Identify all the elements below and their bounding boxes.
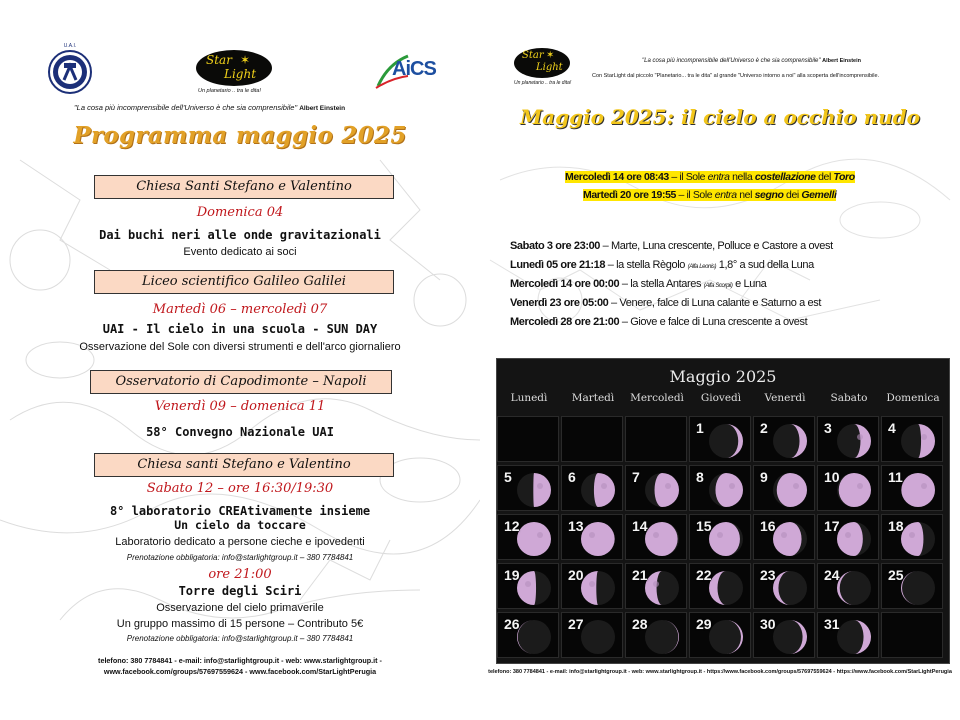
moon-lit-side [837,522,863,556]
calendar-day [881,563,943,609]
highlight-text: entra [714,189,737,201]
moon-crater [909,532,915,538]
calendar-day [497,563,559,609]
calendar-day [561,465,623,511]
moon-lit-side [581,522,615,556]
sky-event-text: – Marte, Luna crescente, Polluce e Castore a ovest [600,240,833,252]
event-title: 58° Convegno Nazionale UAI [146,425,334,439]
calendar-day [817,612,879,658]
sky-event-when: Venerdì 23 ore 05:00 [510,297,609,309]
day-number: 17 [824,518,840,534]
day-number: 14 [632,518,648,534]
sky-event [510,240,833,252]
event-title: Dai buchi neri alle onde gravitazionali [99,228,381,242]
moon-phase-icon [772,423,808,459]
highlight-text: del [815,171,834,183]
calendar-day [817,416,879,462]
day-number: 6 [568,469,576,485]
day-number: 24 [824,567,840,583]
starlight-line2: Light [536,62,563,73]
calendar-empty-cell [497,416,559,462]
calendar-day [817,563,879,609]
event-date: Martedì 06 – mercoledì 07 [152,302,328,317]
day-number: 2 [760,420,768,436]
moon-phase-icon [516,521,552,557]
highlight-text: costellazione [754,171,816,183]
highlight-when: Martedì 20 ore 19:55 [583,189,676,201]
calendar-day [625,465,687,511]
moon-lit-side [715,473,743,507]
moon-crater [653,581,659,587]
calendar-day [753,563,815,609]
event-title: UAI - Il cielo in una scuola - SUN DAY [102,322,378,336]
moon-crater [921,483,927,489]
highlight-text: – il Sole [668,171,708,183]
aics-logo [374,52,446,92]
moon-phase-icon [836,521,872,557]
event-title: 8° laboratorio CREAtivamente insieme [109,504,371,518]
moon-crater [537,532,543,538]
calendar-day [753,465,815,511]
calendar-day [753,514,815,560]
moon-lit-side [517,522,551,556]
moon-lit-side [773,522,802,556]
calendar-day [561,612,623,658]
moon-crater [525,581,531,587]
einstein-quote [642,58,861,64]
day-number: 13 [568,518,584,534]
moon-phase-icon [836,472,872,508]
calendar-day [817,514,879,560]
event-note: Evento dedicato ai soci [183,246,297,258]
calendar-day [625,563,687,609]
calendar-day [689,416,751,462]
moon-phase-icon [836,570,872,606]
moon-crater [857,434,863,440]
day-number: 1 [696,420,704,436]
calendar-title: Maggio 2025 [669,367,777,386]
uai-telescope-icon [50,52,90,92]
moon-crater [857,483,863,489]
moon-phase-icon [900,472,936,508]
moon-lit-side [533,473,551,507]
weekday-header: Domenica [886,392,940,404]
moon-crater [729,483,735,489]
calendar-day [497,514,559,560]
sky-event-when: Lunedì 05 ore 21:18 [510,259,606,271]
moon-phase-icon [772,570,808,606]
calendar-day [689,465,751,511]
moon-phase-icon [772,521,808,557]
starlight-logo [514,48,570,78]
moon-phase-icon [772,472,808,508]
moon-lit-side [594,473,615,507]
venue-box: Chiesa santi Stefano e Valentino [94,453,394,477]
calendar-day [561,563,623,609]
quote-text: "La cosa più incomprensibile dell'Universo è che sia comprensibile" [74,103,298,112]
moon-phase-icon [708,521,744,557]
footer-contacts: telefono: 380 7784841 - e-mail: info@starlightgroup.it - web: www.starlightgroup.it - [98,656,382,665]
moon-lit-side [709,522,740,556]
quote-author: Albert Einstein [299,105,346,112]
booking-info: Prenotazione obbligatoria: info@starlightgroup.it – 380 7784841 [126,634,354,643]
starlight-tagline: Un planetario .. tra le dita! [514,80,572,86]
calendar-day [689,612,751,658]
moon-phase-icon [772,619,808,655]
sky-event-text: – Giove e falce di Luna crescente a ovest [619,316,808,328]
highlight-line [565,171,855,183]
calendar-day [497,612,559,658]
starlight-tagline: Un planetario .. tra le dita! [198,88,261,94]
highlight-when: Mercoledì 14 ore 08:43 [565,171,669,183]
star-icon: ✶ [240,53,251,67]
venue-box: Osservatorio di Capodimonte – Napoli [90,370,392,394]
footer-links: www.facebook.com/groups/57697559624 - www.facebook.com/StarLightPerugia [103,667,377,676]
day-number: 22 [696,567,712,583]
moon-crater [921,434,927,440]
highlight-text: dei [783,189,802,201]
day-number: 12 [504,518,520,534]
intro-text: Con StarLight dal piccolo "Planetario... tra le dita" al grande "Universo intorno a noi" alla scoperta dell'incomprensibile. [592,73,880,79]
sky-event-text: – la stella Règolo [605,259,688,271]
calendar-day [881,465,943,511]
moon-phase-icon [644,472,680,508]
sky-event [510,316,807,328]
event-note: Un gruppo massimo di 15 persone – Contributo 5€ [116,618,364,630]
moon-crater [665,483,671,489]
day-number: 21 [632,567,648,583]
moon-phase-icon [516,570,552,606]
moon-phase-icon [644,570,680,606]
moon-phase-icon [516,619,552,655]
weekday-header: Mercoledì [630,392,684,404]
calendar-day [625,514,687,560]
highlight-text: Gemelli [801,189,837,201]
day-number: 15 [696,518,712,534]
event-note: Osservazione del cielo primaverile [156,602,324,614]
day-number: 23 [760,567,776,583]
calendar-day [817,465,879,511]
moon-crater [589,581,595,587]
highlight-text: Toro [833,171,855,183]
event-note: Osservazione del Sole con diversi strumenti e dell'arco giornaliero [79,341,401,353]
starlight-line1: Star [522,50,544,61]
page-title: Programma maggio 2025 [73,122,407,149]
moon-phase-icon [836,423,872,459]
sky-event-text: – Venere, falce di Luna calante e Saturno a est [608,297,821,309]
sky-event [510,297,821,309]
moon-crater [589,532,595,538]
einstein-quote [74,103,345,112]
event-note: Laboratorio dedicato a persone cieche e ipovedenti [115,536,365,548]
calendar-day [561,514,623,560]
moon-lit-side [645,522,678,556]
uai-logo [48,43,92,94]
sky-event-note: (Alfa Leonis) [687,264,717,270]
moon-crater [717,532,723,538]
moon-phase-icon [580,619,616,655]
day-number: 4 [888,420,896,436]
day-number: 18 [888,518,904,534]
moon-phase-icon [644,619,680,655]
day-number: 10 [824,469,840,485]
sky-event [510,278,766,290]
page-title: Maggio 2025: il cielo a occhio nudo [520,105,920,129]
moon-phase-icon [708,619,744,655]
starlight-logo [196,50,272,86]
highlight-text: entra [707,171,730,183]
weekday-header: Martedì [571,392,615,404]
moon-lit-side [777,473,807,507]
day-number: 16 [760,518,776,534]
moon-phase-icon [708,472,744,508]
day-number: 19 [504,567,520,583]
star-icon: ✶ [546,50,555,61]
moon-lit-side [839,473,871,507]
moon-lit-side [901,473,935,507]
day-number: 28 [632,616,648,632]
calendar-day [497,465,559,511]
moon-phase-icon [836,619,872,655]
day-number: 27 [568,616,584,632]
sky-event-when: Mercoledì 28 ore 21:00 [510,316,620,328]
highlight-text: segno [754,189,784,201]
day-number: 9 [760,469,768,485]
venue-box: Chiesa Santi Stefano e Valentino [94,175,394,199]
calendar-day [881,416,943,462]
event-time: ore 21:00 [208,567,272,582]
calendar-day [689,514,751,560]
aics-logo-text: AiCS [392,58,436,80]
moon-phase-icon [708,423,744,459]
moon-phase-icon [708,570,744,606]
moon-crater [781,532,787,538]
calendar-day [881,514,943,560]
sky-event [510,259,814,271]
event-subtitle: Un cielo da toccare [174,518,306,532]
calendar-empty-cell [625,416,687,462]
event-date: Sabato 12 – ore 16:30/19:30 [146,481,334,496]
day-number: 11 [888,469,903,485]
quote-text: "La cosa più incomprensibile dell'Universo è che sia comprensibile" [642,58,821,64]
highlight-text: – il Sole [675,189,715,201]
venue-box: Liceo scientifico Galileo Galilei [94,270,394,294]
day-number: 20 [568,567,584,583]
calendar-day [753,612,815,658]
event-date: Venerdì 09 – domenica 11 [154,399,326,414]
moon-phase-icon [644,521,680,557]
moon-crater [653,532,659,538]
moon-phase-icon [516,472,552,508]
day-number: 30 [760,616,776,632]
quote-author: Albert Einstein [822,58,861,64]
weekday-header: Venerdì [764,392,806,404]
starlight-line1: Star [206,53,232,67]
sky-event-text: – la stella Antares [619,278,704,290]
sky-event-note: (Alfa Scorpii) [703,283,733,289]
moon-crater [793,483,799,489]
day-number: 7 [632,469,640,485]
weekday-header: Giovedì [700,392,742,404]
calendar-day [753,416,815,462]
highlight-line [583,189,836,201]
moon-phase-icon [580,472,616,508]
booking-info: Prenotazione obbligatoria: info@starlightgroup.it – 380 7784841 [126,553,354,562]
calendar-day [689,563,751,609]
sky-event-when: Sabato 3 ore 23:00 [510,240,601,252]
sky-event-text: e Luna [732,278,767,290]
sky-event-text: 1,8° a sud della Luna [716,259,814,271]
day-number: 8 [696,469,704,485]
day-number: 29 [696,616,712,632]
calendar-empty-cell [561,416,623,462]
moon-crater [601,483,607,489]
moon-phase-icon [900,570,936,606]
day-number: 26 [504,616,520,632]
moon-phase-icon [900,423,936,459]
moon-phase-icon [580,570,616,606]
footer-contacts: telefono: 380 7784841 - e-mail: info@starlightgroup.it - web: www.starlightgroup.it - https://www.facebook.com/groups/57697559624 - https://www.facebook.com/StarLightPerugia [488,669,952,675]
moon-phase-icon [580,521,616,557]
moon-phase-icon [900,521,936,557]
starlight-line2: Light [224,67,257,81]
event-place: Torre degli Sciri [178,584,302,598]
event-date: Domenica 04 [196,205,284,220]
highlight-text: nella [729,171,755,183]
calendar-day [625,612,687,658]
sky-event-when: Mercoledì 14 ore 00:00 [510,278,620,290]
weekday-header: Sabato [830,392,868,404]
highlight-text: nel [736,189,755,201]
moon-crater [845,532,851,538]
moon-lit-side [901,522,923,556]
moon-dark-side [581,620,615,654]
day-number: 31 [824,616,840,632]
uai-logo-text: U.A.I. [63,43,77,49]
day-number: 25 [888,567,904,583]
moon-lit-side [655,473,679,507]
calendar-empty-cell [881,612,943,658]
weekday-header: Lunedì [510,392,548,404]
moon-crater [537,483,543,489]
day-number: 5 [504,469,512,485]
day-number: 3 [824,420,832,436]
